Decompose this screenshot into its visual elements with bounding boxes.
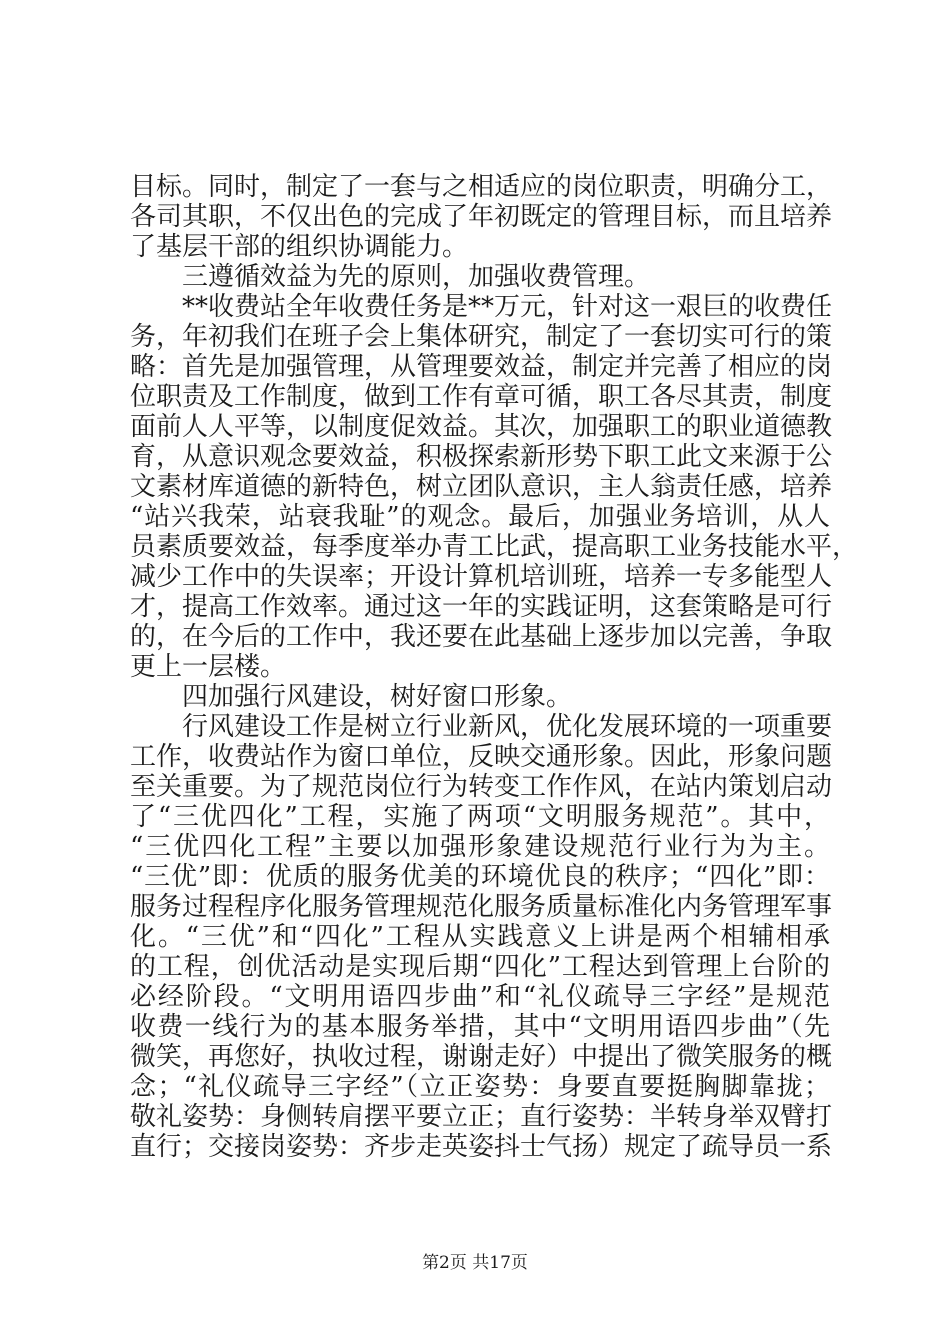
text-line: “站兴我荣，站衰我耻”的观念。最后，加强业务培训，从人	[130, 502, 830, 532]
text-line: 至关重要。为了规范岗位行为转变工作作风，在站内策划启动	[130, 772, 833, 802]
text-line: 直行；交接岗姿势：齐步走英姿抖士气扬）规定了疏导员一系	[130, 1132, 833, 1162]
text-line: 收费一线行为的基本服务举措，其中“文明用语四步曲”（先	[130, 1012, 830, 1042]
text-line: 三遵循效益为先的原则，加强收费管理。	[182, 262, 651, 292]
text-line: 工作，收费站作为窗口单位，反映交通形象。因此，形象问题	[130, 742, 833, 772]
text-line: 必经阶段。“文明用语四步曲”和“礼仪疏导三字经”是规范	[130, 982, 830, 1012]
text-line: 文素材库道德的新特色，树立团队意识，主人翁责任感，培养	[130, 472, 833, 502]
text-line: 了“三优四化”工程，实施了两项“文明服务规范”。其中，	[130, 802, 830, 832]
text-line: 行风建设工作是树立行业新风，优化发展环境的一项重要	[182, 712, 833, 742]
text-line: 的工程，创优活动是实现后期“四化”工程达到管理上台阶的	[130, 952, 830, 982]
text-line: 员素质要效益，每季度举办青工比武，提高职工业务技能水平，	[130, 532, 859, 562]
text-line: 略：首先是加强管理，从管理要效益，制定并完善了相应的岗	[130, 352, 833, 382]
text-line: 敬礼姿势：身侧转肩摆平要立正；直行姿势：半转身举双臂打	[130, 1102, 833, 1132]
text-line: 服务过程程序化服务管理规范化服务质量标准化内务管理军事	[130, 892, 833, 922]
text-line: 微笑，再您好，执收过程，谢谢走好）中提出了微笑服务的概	[130, 1042, 833, 1072]
text-line: “三优四化工程”主要以加强形象建设规范行业行为为主。	[130, 832, 830, 862]
text-line: 四加强行风建设，树好窗口形象。	[182, 682, 573, 712]
text-line: 化。“三优”和“四化”工程从实践意义上讲是两个相辅相承	[130, 922, 830, 952]
page-footer: 第2页 共17页	[422, 1253, 528, 1273]
text-line: 才，提高工作效率。通过这一年的实践证明，这套策略是可行	[130, 592, 833, 622]
text-line: 育，从意识观念要效益，积极探索新形势下职工此文来源于公	[130, 442, 833, 472]
text-line: 位职责及工作制度，做到工作有章可循，职工各尽其责，制度	[130, 382, 833, 412]
text-line: **收费站全年收费任务是**万元，针对这一艰巨的收费任	[182, 292, 833, 322]
text-line: 务，年初我们在班子会上集体研究，制定了一套切实可行的策	[130, 322, 833, 352]
text-line: 各司其职，不仅出色的完成了年初既定的管理目标，而且培养	[130, 202, 833, 232]
text-line: 更上一层楼。	[130, 652, 287, 682]
text-line: 了基层干部的组织协调能力。	[130, 232, 469, 262]
text-line: 减少工作中的失误率；开设计算机培训班，培养一专多能型人	[130, 562, 833, 592]
text-line: “三优”即：优质的服务优美的环境优良的秩序；“四化”即：	[130, 862, 830, 892]
text-line: 的，在今后的工作中，我还要在此基础上逐步加以完善，争取	[130, 622, 833, 652]
text-line: 念；“礼仪疏导三字经”（立正姿势：身要直要挺胸脚靠拢；	[130, 1072, 830, 1102]
text-line: 目标。同时，制定了一套与之相适应的岗位职责，明确分工，	[130, 172, 833, 202]
document-body	[130, 172, 859, 1162]
text-line: 面前人人平等，以制度促效益。其次，加强职工的职业道德教	[130, 412, 833, 442]
